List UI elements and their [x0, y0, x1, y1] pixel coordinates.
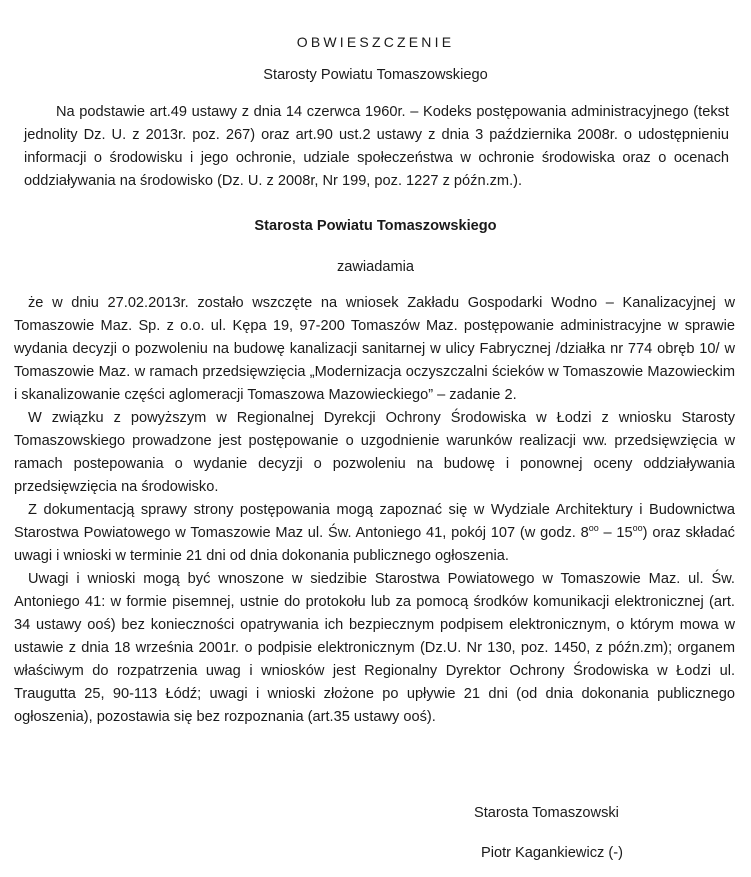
notice-paragraph-2	[14, 407, 735, 499]
legal-basis-paragraph	[24, 101, 729, 193]
document-title: OBWIESZCZENIE	[296, 34, 455, 50]
notice-paragraph-1-text: że w dniu 27.02.2013r. zostało wszczęte na wniosek Zakładu Gospodarki Wodno – Kanalizacyjnej w Tomaszowie Maz. Sp. z o.o. ul. Kępa 19, 97-200 Tomaszów Maz. postępowanie administracyjne w sprawie wydania decyzji o pozwoleniu na budowę kanalizacji sanitarnej w ulicy Fabrycznej /działka nr 774 obręb 10/ w Tomaszowie Maz. w ramach przedsięwzięcia „Modernizacja oczyszczalni ścieków w Tomaszowie Mazowieckim i skanalizowanie części aglomeracji Tomaszowa Mazowieckiego” – zadanie 2.	[14, 295, 735, 403]
announce-verb: zawiadamia	[336, 259, 415, 275]
legal-basis-text: Na podstawie art.49 ustawy z dnia 14 czerwca 1960r. – Kodeks postępowania administracyjnego (tekst jednolity Dz. U. z 2013r. poz. 267) oraz art.90 ust.2 ustawy z dnia 3 października 2008r. o udostępnieniu informacji o środowisku i jego ochronie, udziale społeczeństwa w ochronie środowiska oraz o ocenach oddziaływania na środowisko (Dz. U. z 2008r, Nr 199, poz. 1227 z późn.zm.).	[24, 104, 729, 189]
notice-paragraph-3-text-mid: – 15	[598, 525, 633, 541]
notice-paragraph-4	[14, 568, 735, 729]
signature-name: Piotr Kagankiewicz (-)	[481, 845, 623, 861]
hour-superscript: oo	[632, 523, 643, 533]
hour-superscript: oo	[588, 523, 599, 533]
notice-paragraph-2-text: W związku z powyższym w Regionalnej Dyrekcji Ochrony Środowiska w Łodzi z wniosku Starosty Tomaszowskiego prowadzone jest postępowanie o uzgodnienie warunków realizacji ww. przedsięwzięcia w ramach postepowania o wydanie decyzji o pozwoleniu na budowę i ponownej oceny oddziaływania przedsięwzięcia na środowisko.	[14, 410, 735, 495]
notice-paragraph-3-text-b: ) oraz składać uwagi i wnioski w terminie 21 dni od dnia dokonania publicznego ogłoszenia.	[14, 525, 735, 564]
notice-paragraph-4-text: Uwagi i wnioski mogą być wnoszone w siedzibie Starostwa Powiatowego w Tomaszowie Maz. ul. Św. Antoniego 41: w formie pisemnej, ustnie do protokołu lub za pomocą środków komunikacji elektronicznej (art. 34 ustawy ooś) bez konieczności opatrywania ich bezpiecznym podpisem elektronicznym, o którym mowa w ustawie z dnia 18 września 2001r. o podpisie elektronicznym (Dz.U. Nr 130, poz. 1450, z późn.zm); organem właściwym do rozpatrzenia uwag i wniosków jest Regionalny Dyrektor Ochrony Środowiska w Łodzi ul. Traugutta 25, 90-113 Łódź; uwagi i wnioski złożone po upływie 21 dni (od dnia dokonania publicznego ogłoszenia), pozostawia się bez rozpoznania (art.35 ustawy ooś).	[14, 571, 735, 725]
signature-role: Starosta Tomaszowski	[474, 805, 619, 821]
notice-body	[14, 292, 735, 729]
notice-paragraph-3	[14, 499, 735, 568]
authority-heading: Starosta Powiatu Tomaszowskiego	[254, 218, 497, 234]
document-subtitle: Starosty Powiatu Tomaszowskiego	[263, 67, 488, 83]
notice-paragraph-3-text-a: Z dokumentacją sprawy strony postępowania mogą zapoznać się w Wydziale Architektury i Budownictwa Starostwa Powiatowego w Tomaszowie Maz ul. Św. Antoniego 41, pokój 107 (w godz. 8	[14, 502, 735, 541]
notice-paragraph-1	[14, 292, 735, 407]
